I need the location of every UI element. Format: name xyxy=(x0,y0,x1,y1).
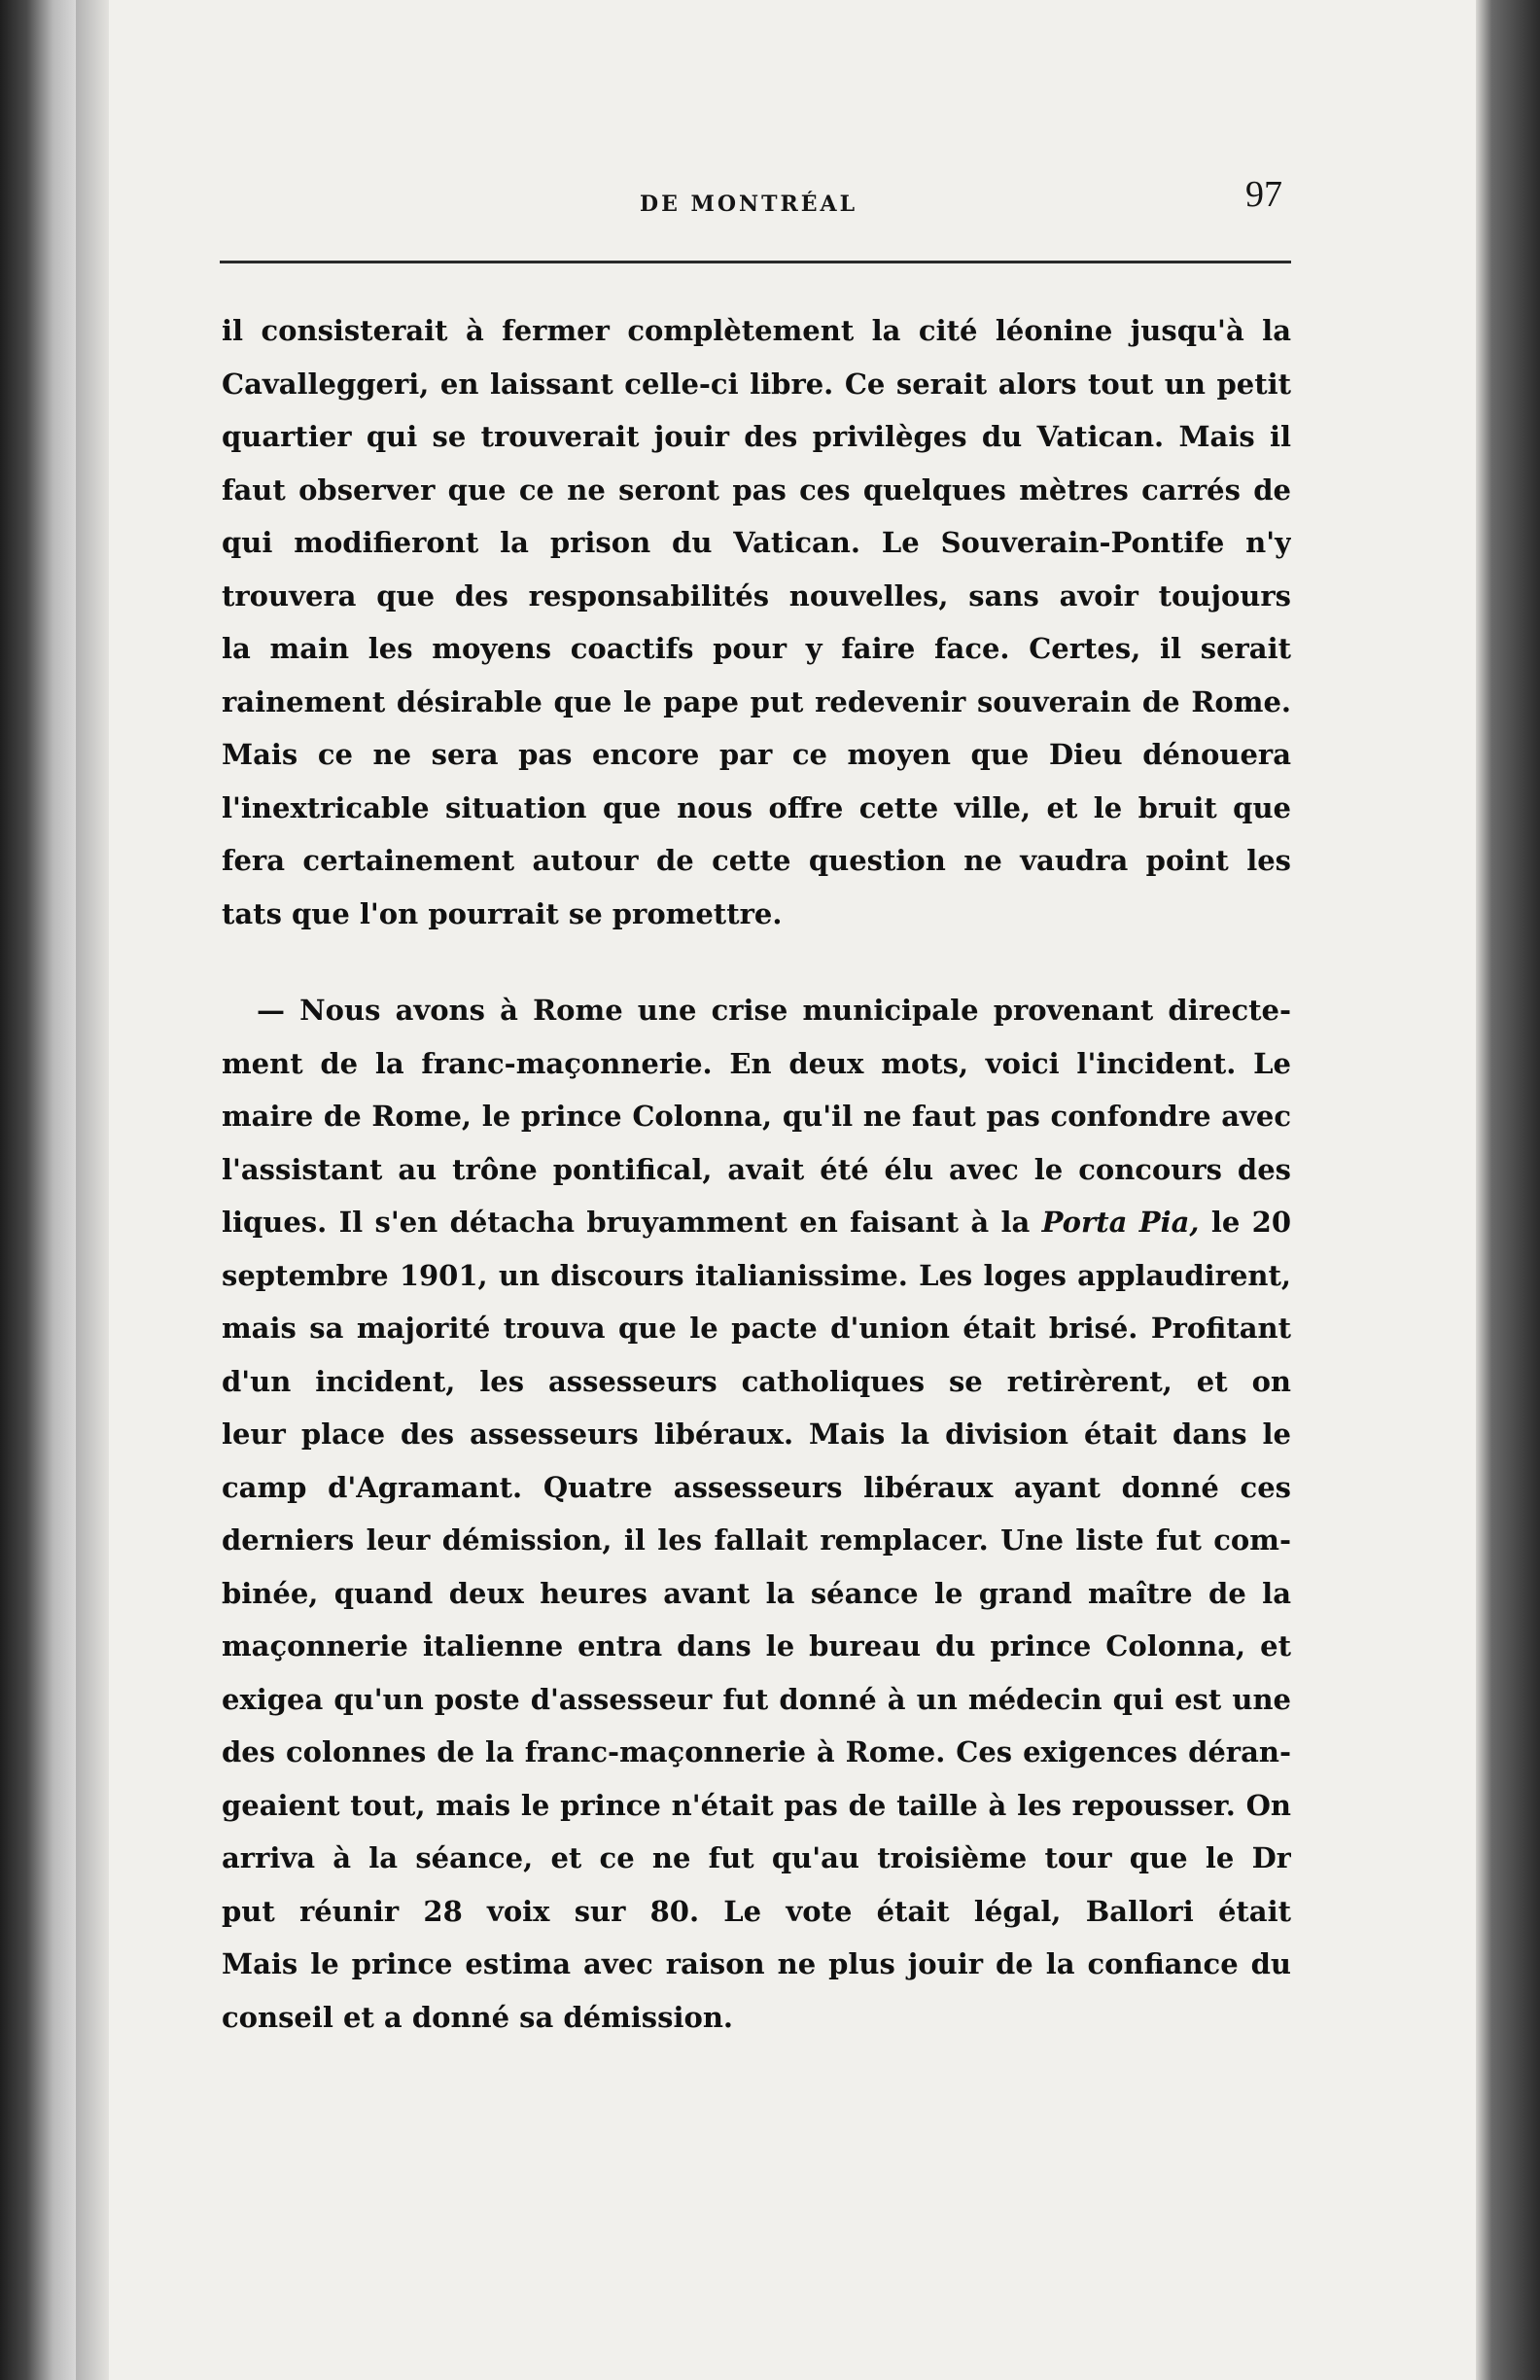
text-line: leur place des assesseurs libéraux. Mais la division était dans le xyxy=(222,1418,1291,1451)
text-line: septembre 1901, un discours italianissime. Les loges applaudirent, xyxy=(222,1258,1291,1292)
text-line: binée, quand deux heures avant la séance le grand maître de la xyxy=(222,1576,1291,1610)
text-line: Mais ce ne sera pas encore par ce moyen que Dieu dénouera xyxy=(222,738,1291,771)
text-line: exigea qu'un poste d'assesseur fut donné à un médecin qui est une xyxy=(222,1682,1291,1716)
text-line: la main les moyens coactifs pour y faire face. Certes, il serait xyxy=(222,632,1291,665)
text-line: Cavalleggeri, en laissant celle-ci libre. Ce serait alors tout un petit xyxy=(222,367,1291,401)
book-page xyxy=(76,0,1476,2380)
text-line: des colonnes de la franc-maçonnerie à Rome. Ces exigences déran- xyxy=(222,1735,1291,1768)
text-line: il consisterait à fermer complètement la cité léonine jusqu'à la xyxy=(222,314,1291,347)
book-binding xyxy=(0,0,76,2380)
text-line: camp d'Agramant. Quatre assesseurs libéraux ayant donné ces xyxy=(222,1470,1291,1504)
text-line: conseil et a donné sa démission. xyxy=(222,2000,733,2034)
text-line: maire de Rome, le prince Colonna, qu'il ne faut pas confondre avec xyxy=(222,1100,1291,1133)
text-line: tats que l'on pourrait se promettre. xyxy=(222,896,783,930)
text-line: mais sa majorité trouva que le pacte d'union était brisé. Profitant xyxy=(222,1312,1291,1345)
text-line: l'assistant au trône pontifical, avait été élu avec le concours des xyxy=(222,1152,1291,1186)
text-segment: le 20 xyxy=(1210,1206,1291,1239)
page-number: 97 xyxy=(1245,174,1282,215)
text-line: qui modifieront la prison du Vatican. Le Souverain-Pontife n'y xyxy=(222,526,1291,559)
text-line: fera certainement autour de cette question ne vaudra point les xyxy=(222,844,1291,877)
text-line: — Nous avons à Rome une crise municipale provenant directe- xyxy=(257,994,1291,1027)
page-gutter-shadow xyxy=(76,0,109,2380)
header-rule xyxy=(220,261,1291,263)
body-text xyxy=(222,304,1291,2044)
page-edge-shadow xyxy=(1476,0,1540,2380)
text-line: rainement désirable que le pape put redevenir souverain de Rome. xyxy=(222,684,1291,718)
running-head: DE MONTRÉAL xyxy=(640,192,858,217)
text-segment: liques. Il s'en détacha bruyamment en faisant à la xyxy=(222,1206,1031,1239)
text-line: Mais le prince estima avec raison ne plus jouir de la confiance du xyxy=(222,1947,1291,1980)
text-line: put réunir 28 voix sur 80. Le vote était légal, Ballori était xyxy=(222,1894,1291,1928)
text-line: ment de la franc-maçonnerie. En deux mots, voici l'incident. Le xyxy=(222,1046,1291,1080)
text-line-with-italic xyxy=(222,1196,1291,1249)
text-line: quartier qui se trouverait jouir des privilèges du Vatican. Mais il xyxy=(222,420,1291,453)
paragraph-gap xyxy=(222,940,1291,984)
text-line: derniers leur démission, il les fallait remplacer. Une liste fut com- xyxy=(222,1523,1291,1557)
text-line: l'inextricable situation que nous offre cette ville, et le bruit que xyxy=(222,790,1291,824)
text-line: trouvera que des responsabilités nouvelles, sans avoir toujours xyxy=(222,578,1291,612)
text-line: faut observer que ce ne seront pas ces quelques mètres carrés de xyxy=(222,472,1291,507)
italic-place-name: Porta Pia, xyxy=(1041,1206,1200,1239)
text-line: geaient tout, mais le prince n'était pas de taille à les repousser. On xyxy=(222,1788,1291,1822)
text-line: maçonnerie italienne entra dans le bureau du prince Colonna, et xyxy=(222,1629,1291,1662)
text-line: arriva à la séance, et ce ne fut qu'au troisième tour que le Dr xyxy=(222,1841,1291,1874)
text-line: d'un incident, les assesseurs catholiques se retirèrent, et on xyxy=(222,1364,1291,1398)
